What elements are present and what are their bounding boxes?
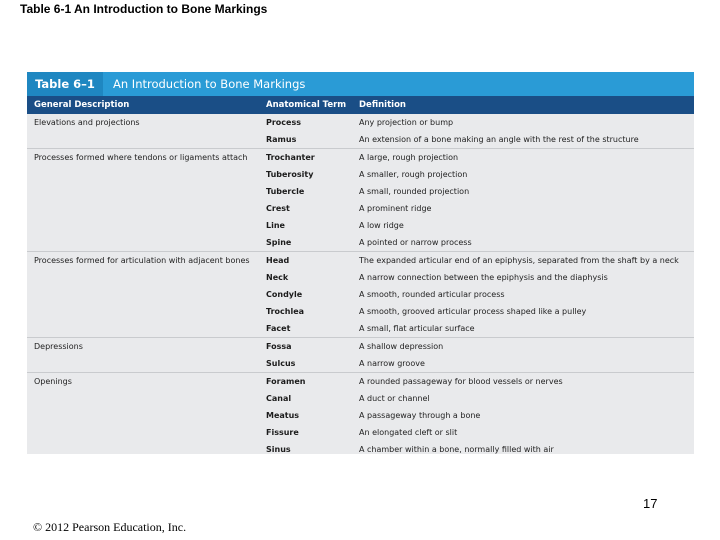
header-anatomical-term: Anatomical Term xyxy=(266,100,347,110)
group-description: Elevations and projections xyxy=(34,118,140,127)
header-definition: Definition xyxy=(359,100,406,110)
table-group xyxy=(27,338,694,373)
table-row xyxy=(27,355,694,372)
table-row xyxy=(27,320,694,337)
anatomical-term: Crest xyxy=(266,204,290,213)
definition: A narrow groove xyxy=(359,359,425,368)
anatomical-term: Foramen xyxy=(266,377,306,386)
table-row xyxy=(27,217,694,234)
table-row xyxy=(27,269,694,286)
definition: A smaller, rough projection xyxy=(359,170,468,179)
table-group xyxy=(27,149,694,252)
header-general-description: General Description xyxy=(34,100,130,110)
table-row xyxy=(27,114,694,131)
table-banner xyxy=(27,72,694,96)
anatomical-term: Sinus xyxy=(266,445,291,454)
definition: A chamber within a bone, normally filled with air xyxy=(359,445,554,454)
definition: A small, rounded projection xyxy=(359,187,470,196)
group-description: Openings xyxy=(34,377,72,386)
anatomical-term: Fissure xyxy=(266,428,299,437)
definition: A prominent ridge xyxy=(359,204,432,213)
slide-title: Table 6-1 An Introduction to Bone Markings xyxy=(20,2,268,16)
anatomical-term: Facet xyxy=(266,324,291,333)
anatomical-term: Tubercle xyxy=(266,187,305,196)
table-title: An Introduction to Bone Markings xyxy=(113,77,306,91)
definition: Any projection or bump xyxy=(359,118,454,127)
group-description: Depressions xyxy=(34,342,83,351)
definition: A shallow depression xyxy=(359,342,444,351)
table-row xyxy=(27,183,694,200)
table-group xyxy=(27,373,694,454)
table-row xyxy=(27,407,694,424)
definition: An elongated cleft or slit xyxy=(359,428,458,437)
definition: A pointed or narrow process xyxy=(359,238,472,247)
definition: A smooth, grooved articular process shaped like a pulley xyxy=(359,307,587,316)
copyright-notice: © 2012 Pearson Education, Inc. xyxy=(33,520,187,534)
table-number: Table 6–1 xyxy=(27,72,103,96)
definition: The expanded articular end of an epiphysis, separated from the shaft by a neck xyxy=(359,256,679,265)
table-row xyxy=(27,424,694,441)
table-row xyxy=(27,131,694,148)
table-group xyxy=(27,252,694,338)
table-row xyxy=(27,234,694,251)
definition: A passageway through a bone xyxy=(359,411,481,420)
definition: A smooth, rounded articular process xyxy=(359,290,505,299)
definition: A duct or channel xyxy=(359,394,430,403)
anatomical-term: Condyle xyxy=(266,290,303,299)
table-group xyxy=(27,114,694,149)
anatomical-term: Process xyxy=(266,118,301,127)
anatomical-term: Fossa xyxy=(266,342,292,351)
definition: A large, rough projection xyxy=(359,153,459,162)
table-row xyxy=(27,252,694,269)
definition: A small, flat articular surface xyxy=(359,324,475,333)
table-row xyxy=(27,390,694,407)
table-row xyxy=(27,441,694,454)
table-row xyxy=(27,286,694,303)
anatomical-term: Sulcus xyxy=(266,359,296,368)
table-body xyxy=(27,114,694,454)
table-row xyxy=(27,166,694,183)
bone-markings-table xyxy=(27,72,694,454)
page-number: 17 xyxy=(643,496,658,511)
definition: A rounded passageway for blood vessels or nerves xyxy=(359,377,563,386)
anatomical-term: Ramus xyxy=(266,135,297,144)
anatomical-term: Line xyxy=(266,221,285,230)
anatomical-term: Trochlea xyxy=(266,307,305,316)
group-description: Processes formed for articulation with adjacent bones xyxy=(34,256,250,265)
anatomical-term: Tuberosity xyxy=(266,170,314,179)
definition: A low ridge xyxy=(359,221,404,230)
table-header-row xyxy=(27,96,694,114)
definition: An extension of a bone making an angle with the rest of the structure xyxy=(359,135,639,144)
anatomical-term: Neck xyxy=(266,273,289,282)
table-row xyxy=(27,338,694,355)
anatomical-term: Meatus xyxy=(266,411,300,420)
anatomical-term: Spine xyxy=(266,238,292,247)
table-row xyxy=(27,303,694,320)
anatomical-term: Trochanter xyxy=(266,153,315,162)
definition: A narrow connection between the epiphysis and the diaphysis xyxy=(359,273,608,282)
table-row xyxy=(27,373,694,390)
anatomical-term: Head xyxy=(266,256,290,265)
anatomical-term: Canal xyxy=(266,394,292,403)
table-row xyxy=(27,149,694,166)
table-row xyxy=(27,200,694,217)
group-description: Processes formed where tendons or ligaments attach xyxy=(34,153,248,162)
